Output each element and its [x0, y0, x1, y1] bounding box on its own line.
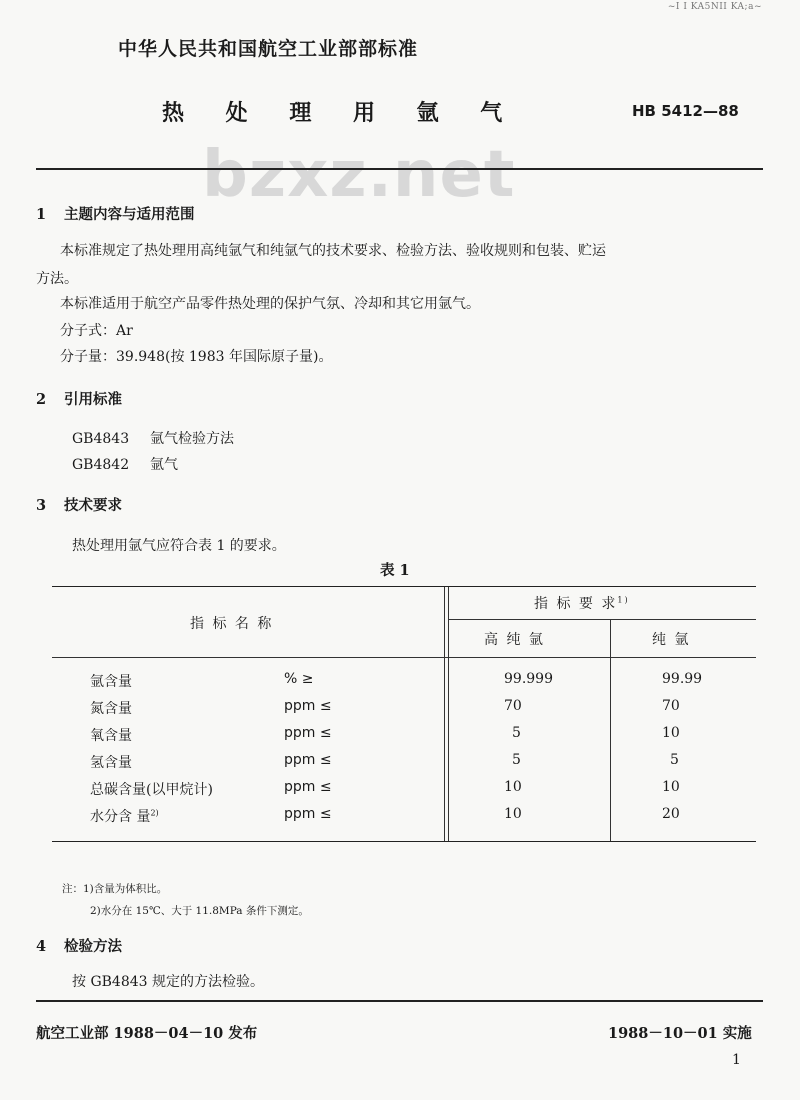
column-header-pure: 纯 氩	[652, 632, 691, 648]
section-1-heading	[36, 203, 195, 224]
section-2-number: 2	[36, 391, 47, 408]
indicator-name: 氢含量	[90, 755, 132, 771]
pure-value: 70	[662, 698, 680, 714]
indicator-name: 氩含量	[90, 674, 132, 690]
pure-value: 99.99	[662, 671, 703, 687]
pure-value: 10	[662, 725, 680, 741]
document-title: 热 处 理 用 氩 气	[162, 100, 520, 126]
section-4-para: 按 GB4843 规定的方法检验。	[72, 974, 265, 990]
issue-date: 航空工业部 1988－04－10 发布	[36, 1025, 258, 1042]
reference-code: GB4843	[72, 431, 130, 447]
table-divider	[52, 657, 756, 658]
table-row-name	[90, 779, 213, 799]
reference-name: 氩气检验方法	[150, 431, 234, 447]
reference-name: 氩气	[150, 457, 178, 473]
reference-item	[72, 451, 178, 479]
high-purity-value: 10	[504, 806, 522, 822]
column-header-high-purity: 高 纯 氩	[484, 632, 545, 648]
indicator-name: 总碳含量(以甲烷计)	[90, 782, 213, 798]
note-1: 注：1)含量为体积比。	[62, 883, 168, 895]
section-4-title: 检验方法	[64, 938, 122, 955]
header-rule	[36, 168, 763, 170]
table-divider	[448, 587, 449, 841]
section-1-para-1-line-1: 本标准规定了热处理用高纯氩气和纯氩气的技术要求、检验方法、验收规则和包装、贮运	[60, 243, 606, 259]
top-code-text: ~I I KA5NII KA;a~	[667, 2, 762, 12]
table-row-name	[90, 806, 159, 826]
indicator-name: 水分含 量	[90, 809, 151, 825]
column-header-requirements-label: 指 标 要 求	[534, 596, 618, 612]
section-1-title: 主题内容与适用范围	[64, 206, 195, 223]
indicator-unit: ppm ≤	[284, 698, 332, 714]
issuing-organization: 中华人民共和国航空工业部部标准	[118, 38, 419, 60]
section-2-heading	[36, 388, 122, 409]
section-4-heading	[36, 935, 122, 956]
section-3-title: 技术要求	[64, 497, 122, 514]
high-purity-value: 10	[504, 779, 522, 795]
footnote-marker: 1)	[617, 595, 630, 605]
requirements-table	[52, 586, 756, 842]
table-row-name	[90, 698, 132, 718]
high-purity-value: 70	[504, 698, 522, 714]
implementation-date: 1988－10－01 实施	[608, 1025, 752, 1042]
molecular-mass: 分子量：39.948(按 1983 年国际原子量)。	[60, 349, 333, 365]
indicator-unit: ppm ≤	[284, 806, 332, 822]
table-row-name	[90, 752, 132, 772]
footnote-marker: 2)	[150, 808, 159, 818]
standard-number: HB 5412—88	[632, 102, 739, 120]
section-3-number: 3	[36, 497, 47, 514]
indicator-unit: ppm ≤	[284, 779, 332, 795]
pure-value: 10	[662, 779, 680, 795]
indicator-unit: % ≥	[284, 671, 314, 687]
high-purity-value: 99.999	[504, 671, 553, 687]
table-row-name	[90, 725, 132, 745]
footer-rule	[36, 1000, 763, 1002]
pure-value: 20	[662, 806, 680, 822]
pure-value: 5	[670, 752, 679, 768]
section-4-number: 4	[36, 938, 47, 955]
page-number: 1	[732, 1052, 741, 1068]
table-1-caption: 表 1	[380, 562, 410, 579]
section-1-number: 1	[36, 206, 47, 223]
table-divider	[444, 587, 445, 841]
watermark: bzxz.net	[202, 138, 516, 212]
section-2-title: 引用标准	[64, 391, 122, 408]
table-divider	[610, 619, 611, 841]
section-1-para-1-line-2: 方法。	[36, 271, 78, 287]
reference-item	[72, 425, 234, 453]
high-purity-value: 5	[512, 752, 521, 768]
indicator-name: 氮含量	[90, 701, 132, 717]
column-header-requirements	[534, 593, 630, 613]
indicator-unit: ppm ≤	[284, 752, 332, 768]
indicator-name: 氧含量	[90, 728, 132, 744]
table-divider	[448, 619, 756, 620]
table-notes	[62, 878, 309, 922]
high-purity-value: 5	[512, 725, 521, 741]
molecular-formula: 分子式：Ar	[60, 323, 133, 339]
indicator-unit: ppm ≤	[284, 725, 332, 741]
section-1-para-2: 本标准适用于航空产品零件热处理的保护气氛、冷却和其它用氩气。	[60, 296, 480, 312]
reference-code: GB4842	[72, 457, 130, 473]
column-header-indicator-name: 指 标 名 称	[190, 616, 274, 632]
note-2: 2)水分在 15℃、大于 11.8MPa 条件下测定。	[90, 905, 309, 917]
section-3-para: 热处理用氩气应符合表 1 的要求。	[72, 538, 286, 554]
table-row-name	[90, 671, 132, 691]
section-3-heading	[36, 494, 122, 515]
